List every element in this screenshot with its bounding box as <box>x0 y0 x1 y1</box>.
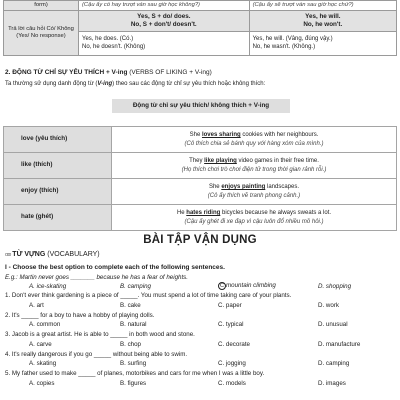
option-text: B. camping <box>120 283 151 290</box>
example-yes-future: Yes, he will. (Vâng, đúng vậy.) <box>252 36 333 43</box>
question-1: 1. Don't ever think gardening is a piece of _____. You must spend a lot of time taking care of your plants. <box>5 292 292 299</box>
sentence-translation: (Cậu ấy ghét đi xe đạp vì cậu luôn đổ nhiều mồ hôi.) <box>184 218 324 225</box>
example-no-future: No, he wasn't. (Không.) <box>252 43 316 50</box>
q1-option-d[interactable]: D. work <box>318 302 339 309</box>
exercise-instruction: I - Choose the best option to complete each of the following sentences. <box>5 264 225 271</box>
q5-option-c[interactable]: C. models <box>218 380 246 387</box>
q5-option-d[interactable]: D. images <box>318 380 346 387</box>
q2-option-d[interactable]: D. unusual <box>318 321 348 328</box>
dots-icon: ooo <box>5 252 11 258</box>
example-question-text: E.g.: Martin never goes _______ because he has a fear of heights. <box>5 274 188 281</box>
table-row <box>4 153 397 179</box>
row-label-yes-no <box>4 11 79 56</box>
example-sentence <box>115 209 393 217</box>
cell-translation-1 <box>79 1 250 11</box>
section-2-paragraph <box>5 81 265 87</box>
sentence-post: landscapes. <box>265 184 300 191</box>
table-row <box>4 127 397 153</box>
verb-label: enjoy (thích) <box>21 187 59 195</box>
example-option-a <box>29 283 66 290</box>
verbs-of-liking-table <box>3 126 397 231</box>
section-2-heading-rest: (VERBS OF LIKING + V-ing) <box>127 69 212 76</box>
sentence-translation: (Họ thích chơi trò chơi điện tử trong thời gian rảnh rỗi.) <box>181 166 327 173</box>
circled-answer-icon: C <box>218 282 226 290</box>
q4-option-c[interactable]: C. jogging <box>218 360 246 367</box>
sentence-pre: They <box>189 158 205 165</box>
cell-future-example <box>249 32 396 56</box>
verb-cell <box>4 205 112 231</box>
q4-option-d[interactable]: D. camping <box>318 360 350 367</box>
q2-option-c[interactable]: C. typical <box>218 321 244 328</box>
formula-box <box>112 99 290 113</box>
pattern-no-future: No, he won't. <box>303 21 343 29</box>
translation-2: (Cậu ấy sẽ trượt ván sau giờ học chứ?) <box>252 2 354 8</box>
vocab-rest: (VOCABULARY) <box>45 251 100 258</box>
example-no-present: No, he doesn't. (Không) <box>82 43 146 50</box>
example-cell <box>112 205 397 231</box>
exercise-title: BÀI TẬP VẬN DỤNG <box>143 234 257 246</box>
sentence-post: cookies with her neighbours. <box>240 132 319 139</box>
pattern-yes-future: Yes, he will. <box>305 13 341 21</box>
vocab-heading <box>5 251 100 258</box>
verb-label: hate (ghét) <box>21 213 54 221</box>
q1-option-b[interactable]: B. cake <box>120 302 141 309</box>
question-2: 2. It's _____ for a boy to have a hobby of playing dolls. <box>5 312 155 319</box>
q1-option-a[interactable]: A. art <box>29 302 44 309</box>
sentence-em: loves sharing <box>201 132 241 139</box>
example-sentence <box>115 131 393 139</box>
example-cell <box>112 127 397 153</box>
sentence-pre: He <box>176 210 187 217</box>
option-text: mountain climbing <box>226 282 276 289</box>
q2-option-a[interactable]: A. common <box>29 321 61 328</box>
table-row <box>4 179 397 205</box>
translation-1: (Cậu ấy có hay trượt ván sau giờ học không?) <box>82 2 200 8</box>
para-part-c: ) theo sau các động từ chỉ sự yêu thích hoặc không thích: <box>112 81 266 87</box>
example-option-c <box>218 282 276 290</box>
question-3: 3. Jacob is a great artist. He is able to _____ in both wood and stone. <box>5 331 195 338</box>
verb-label: like (thích) <box>21 161 53 169</box>
label-yes-no-response: Trả lời câu hỏi Có/ Không (Yes/ No response) <box>8 26 74 40</box>
sentence-pre: She <box>189 132 202 139</box>
verb-cell <box>4 179 112 205</box>
cell-present-pattern <box>79 11 250 32</box>
para-part-b: V-ing <box>97 81 113 87</box>
q3-option-b[interactable]: B. chop <box>120 341 141 348</box>
sentence-post: bicycles because he always sweats a lot. <box>220 210 332 217</box>
cell-present-example <box>79 32 250 56</box>
section-2-heading <box>5 69 212 76</box>
sentence-pre: She <box>208 184 222 191</box>
q4-option-a[interactable]: A. skating <box>29 360 57 367</box>
vocab-bold: TỪ VỰNG <box>12 251 46 258</box>
q5-option-b[interactable]: B. figures <box>120 380 147 387</box>
example-option-d <box>318 283 351 290</box>
question-4: 4. It's really dangerous if you go _____ without being able to swim. <box>5 351 188 358</box>
section-2-heading-bold: 2. ĐỘNG TỪ CHỈ SỰ YÊU THÍCH + V-ing <box>5 69 128 76</box>
cell-translation-2 <box>249 1 396 11</box>
pattern-yes-present: Yes, S + do/ does. <box>137 13 191 21</box>
example-yes-present: Yes, he does. (Có.) <box>82 36 134 43</box>
q2-option-b[interactable]: B. natural <box>120 321 147 328</box>
example-cell <box>112 179 397 205</box>
q3-option-c[interactable]: C. decorate <box>218 341 250 348</box>
row-label-form <box>4 1 79 11</box>
verb-cell <box>4 127 112 153</box>
verb-cell <box>4 153 112 179</box>
question-5: 5. My father used to make _____ of planes, motorbikes and cars for me when I was a little boy. <box>5 370 265 377</box>
cell-future-pattern <box>249 11 396 32</box>
example-sentence <box>115 183 393 191</box>
q3-option-a[interactable]: A. carve <box>29 341 52 348</box>
example-option-b <box>120 283 151 290</box>
pattern-no-present: No, S + don't/ doesn't. <box>130 21 197 29</box>
formula-text: Động từ chỉ sự yêu thích/ không thích + V-ing <box>132 102 270 109</box>
option-text: A. ice-skating <box>29 283 67 290</box>
verb-label: love (yêu thích) <box>21 135 68 143</box>
example-cell <box>112 153 397 179</box>
example-question <box>5 274 188 281</box>
sentence-em: hates riding <box>186 210 221 217</box>
sentence-translation: (Cô ấy thích vẽ tranh phong cảnh.) <box>207 192 301 199</box>
q3-option-d[interactable]: D. manufacture <box>318 341 361 348</box>
q5-option-a[interactable]: A. copies <box>29 380 55 387</box>
q1-option-c[interactable]: C. paper <box>218 302 242 309</box>
label-form: form) <box>34 2 48 8</box>
para-part-a: Ta thường sử dụng danh động từ ( <box>5 81 98 87</box>
q4-option-b[interactable]: B. surfing <box>120 360 147 367</box>
sentence-em: like playing <box>204 158 237 165</box>
sentence-post: video games in their free time. <box>236 158 319 165</box>
sentence-translation: (Cô thích chia sẻ bánh quy với hàng xóm của mình.) <box>184 140 324 147</box>
sentence-em: enjoys painting <box>221 184 266 191</box>
option-text: D. shopping <box>318 283 352 290</box>
table-row <box>4 205 397 231</box>
example-sentence <box>115 157 393 165</box>
grammar-table <box>3 0 397 56</box>
